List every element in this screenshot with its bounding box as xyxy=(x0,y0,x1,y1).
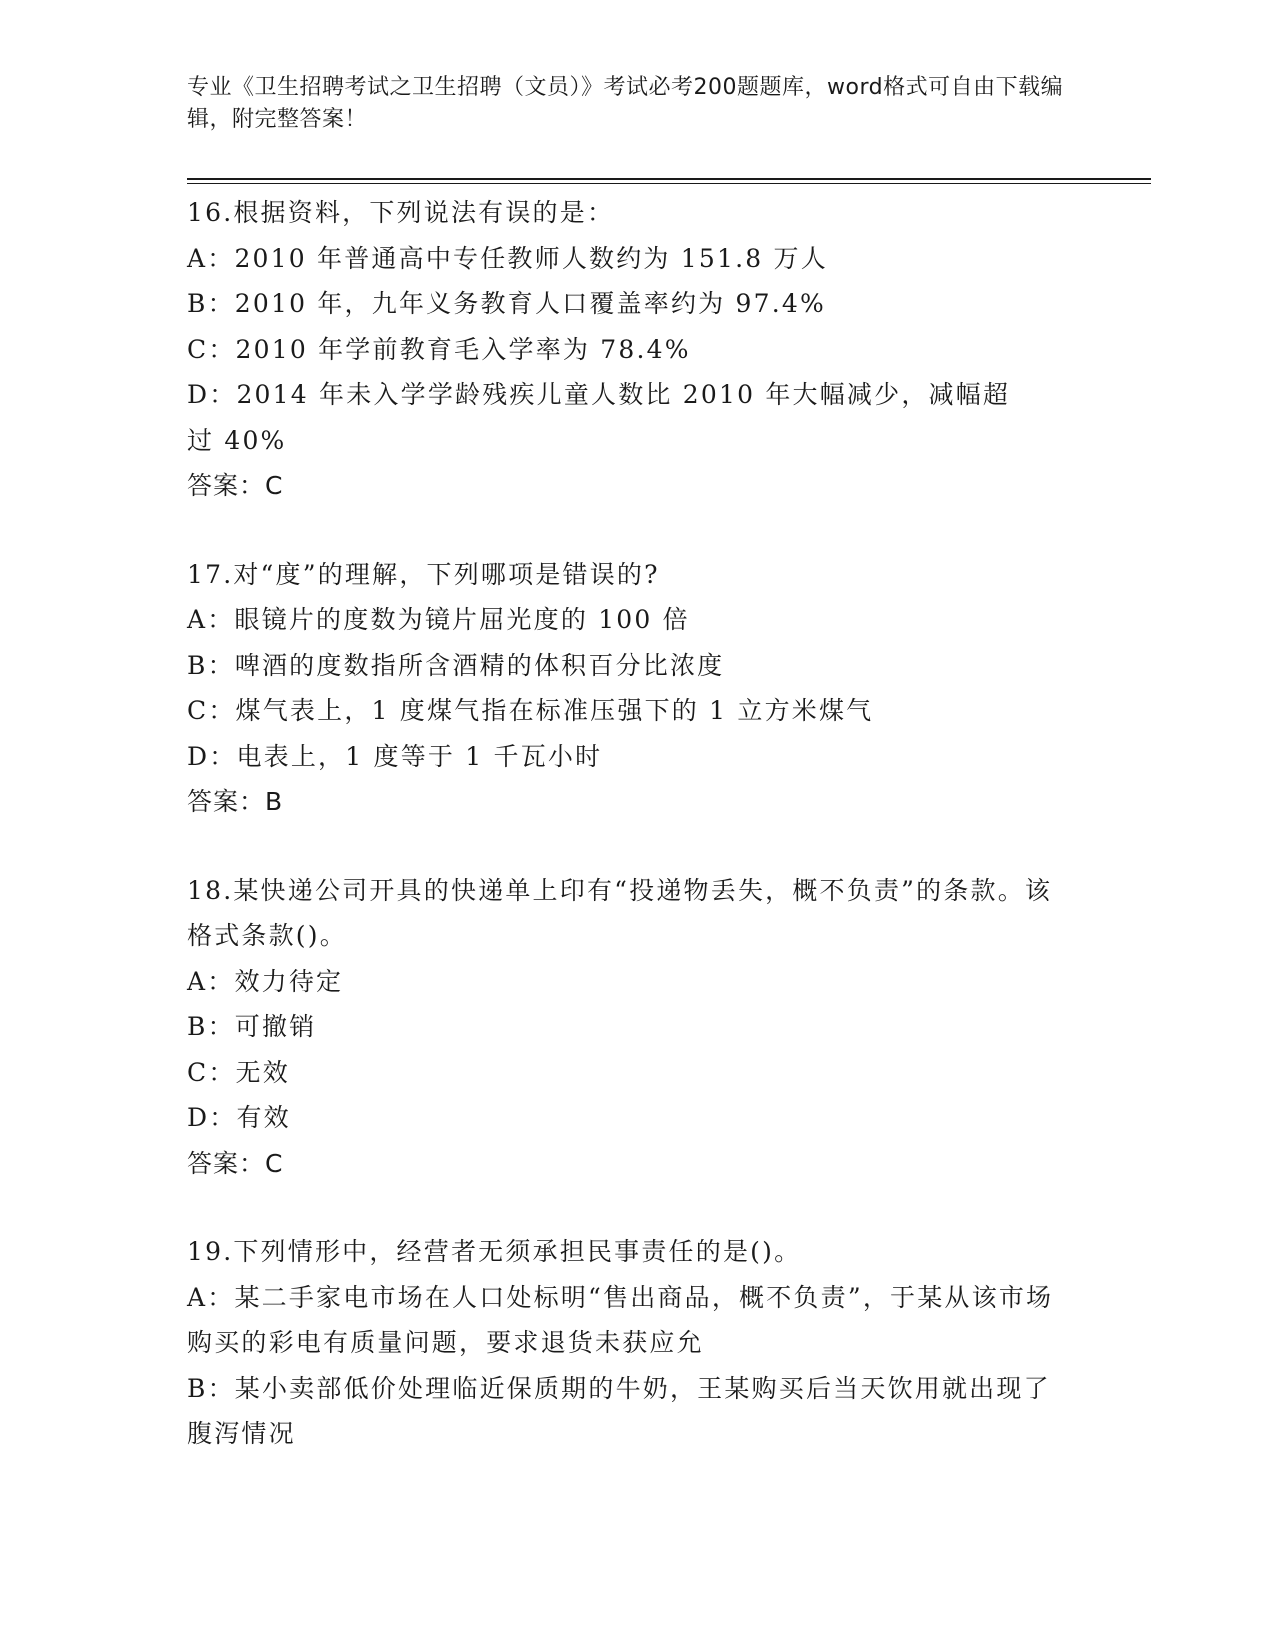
option-d: D：有效 xyxy=(187,1103,291,1132)
option-a: A：眼镜片的度数为镜片屈光度的 100 倍 xyxy=(187,605,690,634)
question-list xyxy=(187,190,1077,1500)
question-stem: 17.对“度”的理解，下列哪项是错误的? xyxy=(187,559,660,589)
option-c: C：无效 xyxy=(187,1057,290,1087)
option-b: B：2010 年，九年义务教育人口覆盖率约为 97.4% xyxy=(187,289,826,318)
option-c: C：2010 年学前教育毛入学率为 78.4% xyxy=(187,334,691,364)
option-b: B：可撤销 xyxy=(187,1012,317,1041)
question-18 xyxy=(187,868,1077,1187)
question-stem: 19.下列情形中，经营者无须承担民事责任的是()。 xyxy=(187,1237,802,1266)
option-a: A：2010 年普通高中专任教师人数约为 151.8 万人 xyxy=(187,243,828,273)
question-16 xyxy=(187,190,1077,509)
option-d: D：2014 年未入学学龄残疾儿童人数比 2010 年大幅减少，减幅超过 40% xyxy=(187,380,1011,455)
answer-line: 答案：C xyxy=(187,1148,284,1178)
option-a: A：效力待定 xyxy=(187,966,344,996)
answer-line: 答案：B xyxy=(187,787,284,816)
question-19 xyxy=(187,1229,1077,1457)
question-stem: 18.某快递公司开具的快递单上印有“投递物丢失，概不负责”的条款。该格式条款()。 xyxy=(187,875,1053,950)
option-b: B：啤酒的度数指所含酒精的体积百分比浓度 xyxy=(187,650,725,680)
document-header: 专业《卫生招聘考试之卫生招聘（文员）》考试必考200题题库，word格式可自由下载编辑，附完整答案！ xyxy=(187,75,1064,132)
answer-line: 答案：C xyxy=(187,471,284,500)
question-17 xyxy=(187,552,1077,825)
header-divider-thin xyxy=(187,183,1151,184)
header-divider-thick xyxy=(187,178,1151,180)
question-stem: 16.根据资料，下列说法有误的是： xyxy=(187,198,615,227)
option-d: D：电表上，1 度等于 1 千瓦小时 xyxy=(187,741,603,771)
option-c: C：煤气表上，1 度煤气指在标准压强下的 1 立方米煤气 xyxy=(187,696,874,725)
option-b: B：某小卖部低价处理临近保质期的牛奶，王某购买后当天饮用就出现了腹泻情况 xyxy=(187,1373,1051,1448)
option-a: A：某二手家电市场在人口处标明“售出商品，概不负责”，于某从该市场购买的彩电有质量问题，要求退货未获应允 xyxy=(187,1282,1054,1357)
